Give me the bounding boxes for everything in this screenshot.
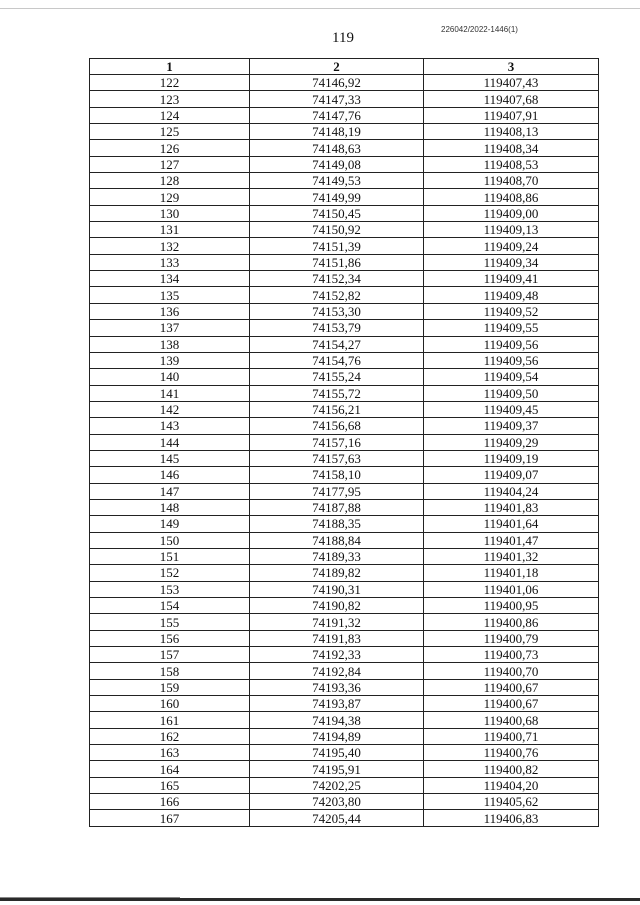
table-row <box>90 320 599 336</box>
table-row <box>90 401 599 417</box>
table-cell-col-2: 74157,16 <box>250 434 424 450</box>
table-cell-col-3: 119401,64 <box>424 516 599 532</box>
table-cell-col-3: 119400,71 <box>424 728 599 744</box>
table-cell-col-2: 74188,35 <box>250 516 424 532</box>
table-cell-col-1: 167 <box>90 810 250 826</box>
table-cell-col-2: 74152,82 <box>250 287 424 303</box>
table-cell-col-3: 119409,50 <box>424 385 599 401</box>
table-cell-col-3: 119409,56 <box>424 336 599 352</box>
table-cell-col-1: 129 <box>90 189 250 205</box>
table-cell-col-2: 74153,79 <box>250 320 424 336</box>
table-cell-col-1: 131 <box>90 222 250 238</box>
table-row <box>90 336 599 352</box>
table-cell-col-1: 161 <box>90 712 250 728</box>
table-row <box>90 450 599 466</box>
table-row <box>90 91 599 107</box>
table-cell-col-2: 74156,68 <box>250 418 424 434</box>
table-cell-col-3: 119409,13 <box>424 222 599 238</box>
table-cell-col-2: 74158,10 <box>250 467 424 483</box>
table-row <box>90 483 599 499</box>
table-cell-col-2: 74194,89 <box>250 728 424 744</box>
table-cell-col-3: 119401,18 <box>424 565 599 581</box>
table-cell-col-1: 139 <box>90 352 250 368</box>
table-row <box>90 238 599 254</box>
table-cell-col-2: 74188,84 <box>250 532 424 548</box>
table-cell-col-3: 119408,34 <box>424 140 599 156</box>
table-cell-col-2: 74187,88 <box>250 499 424 515</box>
table-cell-col-3: 119409,00 <box>424 205 599 221</box>
table-row <box>90 777 599 793</box>
table-cell-col-1: 145 <box>90 450 250 466</box>
table-cell-col-3: 119408,86 <box>424 189 599 205</box>
table-cell-col-1: 157 <box>90 647 250 663</box>
table-cell-col-1: 163 <box>90 745 250 761</box>
table-row <box>90 418 599 434</box>
table-cell-col-2: 74147,33 <box>250 91 424 107</box>
table-cell-col-2: 74205,44 <box>250 810 424 826</box>
table-row <box>90 173 599 189</box>
table-cell-col-2: 74193,36 <box>250 679 424 695</box>
table-cell-col-3: 119400,70 <box>424 663 599 679</box>
table-cell-col-1: 134 <box>90 271 250 287</box>
table-cell-col-3: 119400,67 <box>424 696 599 712</box>
table-row <box>90 532 599 548</box>
table-cell-col-1: 150 <box>90 532 250 548</box>
table-cell-col-3: 119409,48 <box>424 287 599 303</box>
table-header-row <box>90 59 599 75</box>
table-cell-col-3: 119409,29 <box>424 434 599 450</box>
table-row <box>90 761 599 777</box>
table-cell-col-1: 122 <box>90 75 250 91</box>
bottom-rule <box>0 898 640 901</box>
table-cell-col-1: 149 <box>90 516 250 532</box>
table-cell-col-1: 127 <box>90 156 250 172</box>
table-cell-col-1: 151 <box>90 548 250 564</box>
table-cell-col-1: 142 <box>90 401 250 417</box>
table-cell-col-3: 119406,83 <box>424 810 599 826</box>
table-cell-col-1: 126 <box>90 140 250 156</box>
table-row <box>90 630 599 646</box>
table-cell-col-2: 74189,82 <box>250 565 424 581</box>
table-cell-col-2: 74192,84 <box>250 663 424 679</box>
table-cell-col-3: 119407,91 <box>424 107 599 123</box>
table-cell-col-2: 74154,76 <box>250 352 424 368</box>
table-row <box>90 352 599 368</box>
table-row <box>90 434 599 450</box>
column-header-1: 1 <box>90 59 250 75</box>
table-cell-col-2: 74155,72 <box>250 385 424 401</box>
table-cell-col-2: 74153,30 <box>250 303 424 319</box>
table-cell-col-3: 119400,73 <box>424 647 599 663</box>
table-row <box>90 499 599 515</box>
table-cell-col-2: 74150,92 <box>250 222 424 238</box>
table-cell-col-2: 74177,95 <box>250 483 424 499</box>
table-cell-col-3: 119400,95 <box>424 598 599 614</box>
table-cell-col-3: 119401,47 <box>424 532 599 548</box>
table-cell-col-2: 74203,80 <box>250 794 424 810</box>
table-cell-col-1: 148 <box>90 499 250 515</box>
table-row <box>90 810 599 826</box>
table-row <box>90 124 599 140</box>
table-cell-col-2: 74149,99 <box>250 189 424 205</box>
table-cell-col-2: 74149,08 <box>250 156 424 172</box>
table-cell-col-2: 74190,31 <box>250 581 424 597</box>
table-row <box>90 254 599 270</box>
table-cell-col-3: 119409,55 <box>424 320 599 336</box>
table-cell-col-1: 166 <box>90 794 250 810</box>
top-rule <box>0 8 640 9</box>
table-cell-col-2: 74154,27 <box>250 336 424 352</box>
table-row <box>90 287 599 303</box>
document-reference: 226042/2022-1446(1) <box>441 25 518 34</box>
table-row <box>90 745 599 761</box>
table-cell-col-2: 74151,39 <box>250 238 424 254</box>
table-cell-col-3: 119407,68 <box>424 91 599 107</box>
table-row <box>90 565 599 581</box>
table-row <box>90 156 599 172</box>
table-cell-col-2: 74195,40 <box>250 745 424 761</box>
table-row <box>90 614 599 630</box>
table-cell-col-3: 119400,67 <box>424 679 599 695</box>
table-cell-col-1: 156 <box>90 630 250 646</box>
table-row <box>90 598 599 614</box>
table-cell-col-1: 144 <box>90 434 250 450</box>
table-body <box>90 75 599 827</box>
table-cell-col-2: 74189,33 <box>250 548 424 564</box>
table-cell-col-1: 152 <box>90 565 250 581</box>
table-cell-col-3: 119400,82 <box>424 761 599 777</box>
table-cell-col-1: 147 <box>90 483 250 499</box>
table-cell-col-2: 74194,38 <box>250 712 424 728</box>
table-cell-col-3: 119409,54 <box>424 369 599 385</box>
table-row <box>90 107 599 123</box>
table-cell-col-1: 165 <box>90 777 250 793</box>
table-cell-col-2: 74148,63 <box>250 140 424 156</box>
table-row <box>90 205 599 221</box>
table-cell-col-1: 128 <box>90 173 250 189</box>
table-cell-col-1: 137 <box>90 320 250 336</box>
table-cell-col-3: 119401,06 <box>424 581 599 597</box>
table-row <box>90 679 599 695</box>
table-row <box>90 548 599 564</box>
table-cell-col-1: 162 <box>90 728 250 744</box>
table-cell-col-1: 141 <box>90 385 250 401</box>
table-cell-col-2: 74195,91 <box>250 761 424 777</box>
table-cell-col-3: 119401,32 <box>424 548 599 564</box>
table-cell-col-1: 135 <box>90 287 250 303</box>
table-cell-col-1: 136 <box>90 303 250 319</box>
table-cell-col-3: 119409,07 <box>424 467 599 483</box>
table-row <box>90 271 599 287</box>
table-cell-col-3: 119400,68 <box>424 712 599 728</box>
table-cell-col-3: 119404,20 <box>424 777 599 793</box>
table-cell-col-2: 74157,63 <box>250 450 424 466</box>
table-cell-col-1: 159 <box>90 679 250 695</box>
table-cell-col-3: 119400,79 <box>424 630 599 646</box>
table-row <box>90 581 599 597</box>
table-row <box>90 663 599 679</box>
table-row <box>90 369 599 385</box>
table-row <box>90 385 599 401</box>
table-cell-col-2: 74202,25 <box>250 777 424 793</box>
table-cell-col-2: 74148,19 <box>250 124 424 140</box>
table-row <box>90 647 599 663</box>
table-cell-col-1: 123 <box>90 91 250 107</box>
table-row <box>90 75 599 91</box>
table-cell-col-1: 132 <box>90 238 250 254</box>
table-cell-col-3: 119400,76 <box>424 745 599 761</box>
table-row <box>90 140 599 156</box>
table-cell-col-1: 146 <box>90 467 250 483</box>
table-cell-col-1: 164 <box>90 761 250 777</box>
table-row <box>90 712 599 728</box>
table-cell-col-3: 119408,70 <box>424 173 599 189</box>
table-cell-col-3: 119404,24 <box>424 483 599 499</box>
table-row <box>90 467 599 483</box>
table-cell-col-3: 119409,52 <box>424 303 599 319</box>
table-cell-col-1: 133 <box>90 254 250 270</box>
table-cell-col-3: 119408,13 <box>424 124 599 140</box>
table-cell-col-1: 158 <box>90 663 250 679</box>
table-cell-col-2: 74156,21 <box>250 401 424 417</box>
table-cell-col-3: 119408,53 <box>424 156 599 172</box>
table-cell-col-3: 119409,45 <box>424 401 599 417</box>
table-cell-col-3: 119409,41 <box>424 271 599 287</box>
table-cell-col-1: 125 <box>90 124 250 140</box>
table-cell-col-2: 74147,76 <box>250 107 424 123</box>
table-cell-col-1: 140 <box>90 369 250 385</box>
table-cell-col-2: 74191,32 <box>250 614 424 630</box>
table-cell-col-1: 154 <box>90 598 250 614</box>
table-cell-col-3: 119409,56 <box>424 352 599 368</box>
table-cell-col-1: 143 <box>90 418 250 434</box>
table-cell-col-2: 74149,53 <box>250 173 424 189</box>
table-cell-col-2: 74146,92 <box>250 75 424 91</box>
table-cell-col-1: 155 <box>90 614 250 630</box>
table-cell-col-3: 119400,86 <box>424 614 599 630</box>
table-cell-col-3: 119409,37 <box>424 418 599 434</box>
table-cell-col-3: 119409,19 <box>424 450 599 466</box>
table-row <box>90 728 599 744</box>
table-cell-col-3: 119409,34 <box>424 254 599 270</box>
table-row <box>90 303 599 319</box>
table-row <box>90 696 599 712</box>
table-cell-col-1: 153 <box>90 581 250 597</box>
table-cell-col-1: 138 <box>90 336 250 352</box>
table-cell-col-3: 119401,83 <box>424 499 599 515</box>
table-cell-col-1: 130 <box>90 205 250 221</box>
column-header-3: 3 <box>424 59 599 75</box>
table-cell-col-2: 74151,86 <box>250 254 424 270</box>
table-cell-col-3: 119407,43 <box>424 75 599 91</box>
column-header-2: 2 <box>250 59 424 75</box>
coordinates-table <box>89 58 599 827</box>
table-cell-col-1: 124 <box>90 107 250 123</box>
table-row <box>90 516 599 532</box>
table-cell-col-2: 74190,82 <box>250 598 424 614</box>
table-cell-col-1: 160 <box>90 696 250 712</box>
table-cell-col-2: 74193,87 <box>250 696 424 712</box>
table-cell-col-3: 119405,62 <box>424 794 599 810</box>
table-cell-col-2: 74191,83 <box>250 630 424 646</box>
table-row <box>90 189 599 205</box>
page-number: 119 <box>332 30 354 46</box>
table-cell-col-2: 74150,45 <box>250 205 424 221</box>
table-row <box>90 222 599 238</box>
table-row <box>90 794 599 810</box>
table-cell-col-2: 74152,34 <box>250 271 424 287</box>
table-cell-col-3: 119409,24 <box>424 238 599 254</box>
table-cell-col-2: 74192,33 <box>250 647 424 663</box>
table-cell-col-2: 74155,24 <box>250 369 424 385</box>
